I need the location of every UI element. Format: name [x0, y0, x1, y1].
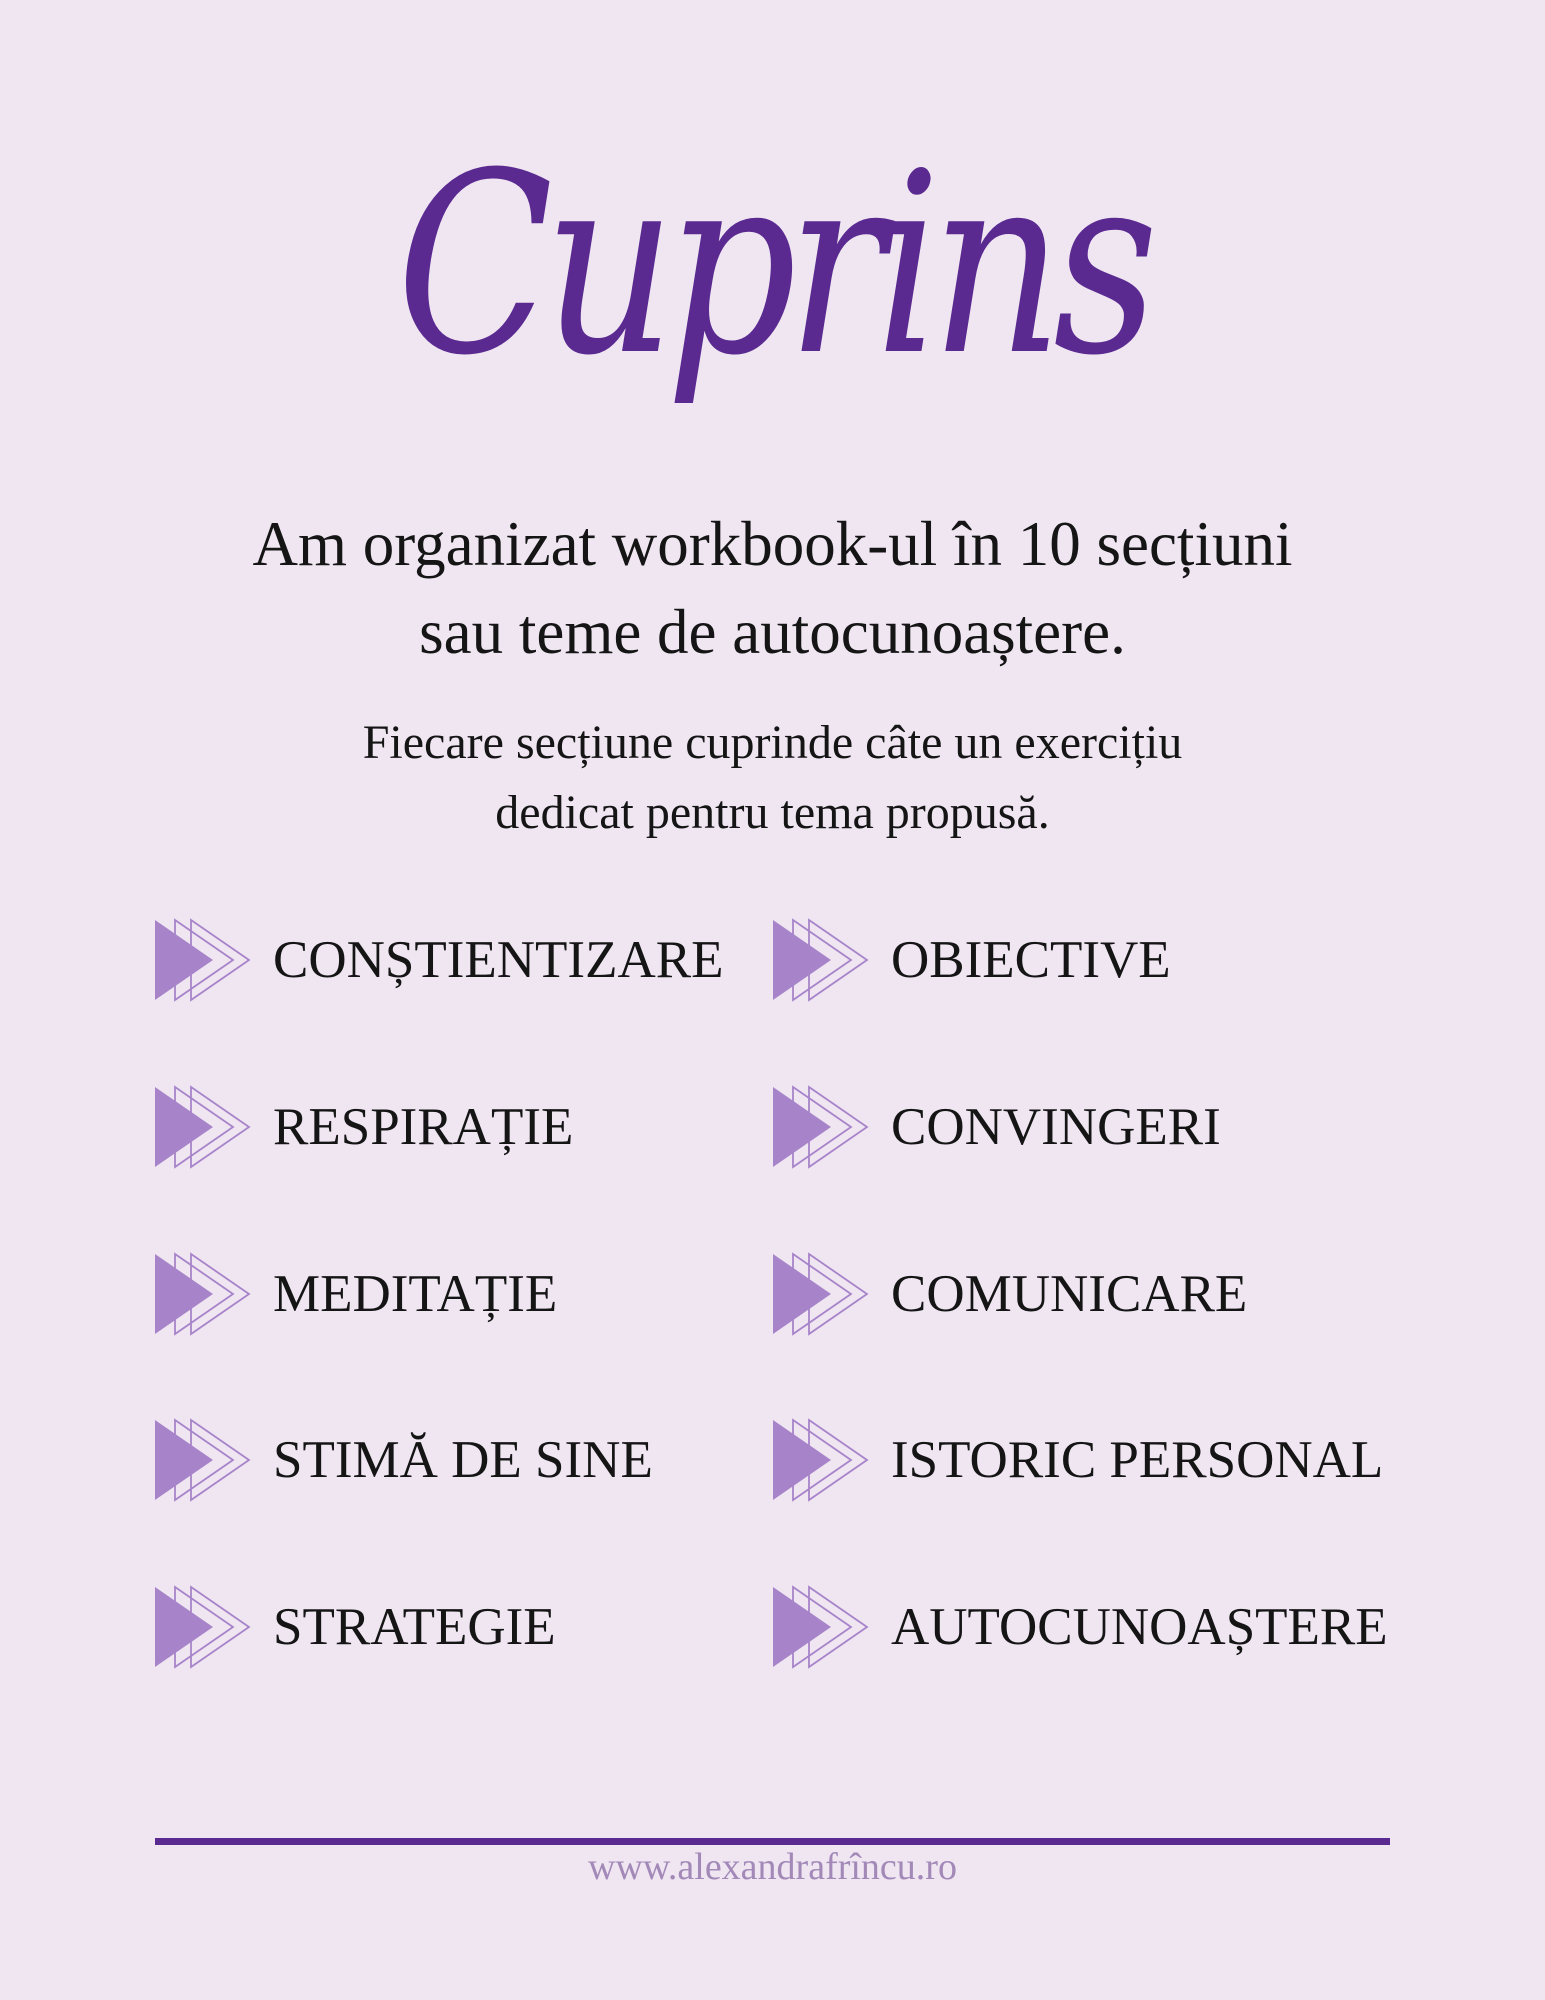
triple-arrow-icon [153, 915, 253, 1005]
triple-arrow-icon [153, 1082, 253, 1172]
intro-line-1: Am organizat workbook-ul în 10 secțiuni [252, 509, 1293, 579]
section-label: OBIECTIVE [891, 931, 1171, 989]
triple-arrow-icon [153, 1415, 253, 1505]
section-label: MEDITAȚIE [273, 1265, 558, 1323]
triple-arrow-icon [771, 1249, 871, 1339]
page-title: Cuprins [396, 119, 1149, 410]
triple-arrow-icon [771, 1582, 871, 1672]
section-item-constientizare [153, 915, 723, 1005]
section-item-convingeri [771, 1082, 1221, 1172]
section-label: ISTORIC PERSONAL [891, 1431, 1384, 1489]
section-item-respiratie [153, 1082, 573, 1172]
section-item-obiective [771, 915, 1171, 1005]
section-label: STIMĂ DE SINE [273, 1431, 653, 1489]
subintro-line-1: Fiecare secțiune cuprinde câte un exercițiu [362, 716, 1183, 769]
section-item-strategie [153, 1582, 556, 1672]
intro-text [0, 500, 1545, 676]
subintro-text [0, 708, 1545, 848]
section-item-meditatie [153, 1249, 557, 1339]
section-label: COMUNICARE [891, 1265, 1248, 1323]
section-label: STRATEGIE [273, 1598, 556, 1656]
section-item-stima-de-sine [153, 1415, 653, 1505]
intro-line-2: sau teme de autocunoaștere. [419, 597, 1126, 667]
section-item-autocunoastere [771, 1582, 1388, 1672]
section-item-comunicare [771, 1249, 1247, 1339]
triple-arrow-icon [771, 1415, 871, 1505]
section-label: CONȘTIENTIZARE [273, 931, 724, 989]
subintro-line-2: dedicat pentru tema propusă. [495, 786, 1050, 839]
triple-arrow-icon [771, 915, 871, 1005]
section-label: RESPIRAȚIE [273, 1098, 574, 1156]
footer-divider [155, 1838, 1390, 1845]
triple-arrow-icon [153, 1582, 253, 1672]
footer-url[interactable]: www.alexandrafrîncu.ro [588, 1846, 957, 1888]
triple-arrow-icon [771, 1082, 871, 1172]
section-label: AUTOCUNOAȘTERE [891, 1598, 1388, 1656]
section-label: CONVINGERI [891, 1098, 1221, 1156]
section-item-istoric-personal [771, 1415, 1383, 1505]
triple-arrow-icon [153, 1249, 253, 1339]
